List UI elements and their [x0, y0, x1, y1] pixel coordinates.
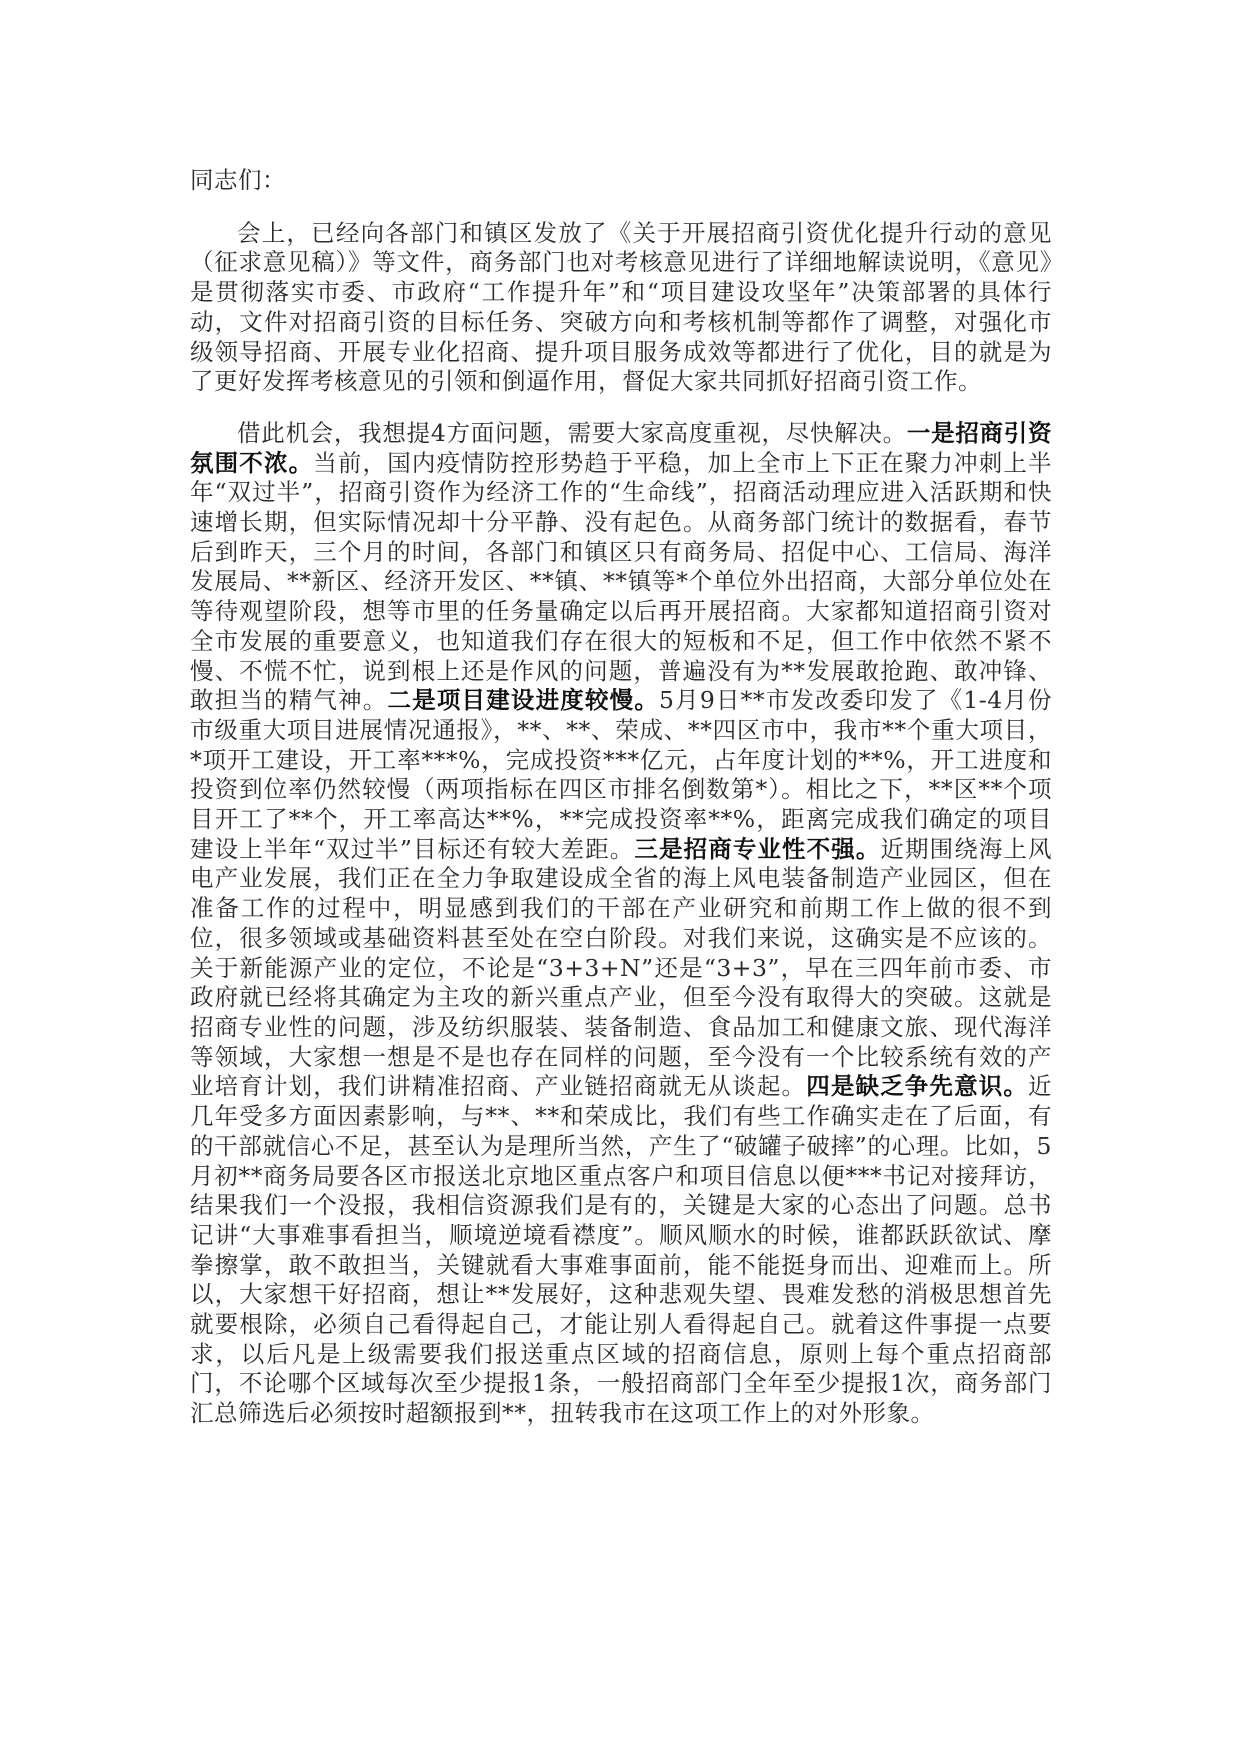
issue-heading-2: 二是项目建设进度较慢。 [387, 686, 660, 715]
paragraph-issues [190, 419, 1052, 1429]
issue-heading-3: 三是招商专业性不强。 [634, 834, 881, 863]
paragraph-intro [190, 219, 1052, 397]
paragraph-text: 近几年受多方面因素影响，与**、**和荣成比，我们有些工作确实走在了后面，有的干部就信心不足，甚至认为是理所当然，产生了“破罐子破摔”的心理。比如，5月初**商务局要各区市报送北京地区重点客户和项目信息以便***书记对接拜访，结果我们一个没报，我相信资源我们是有的，关键是大家的心态出了问题。总书记讲“大事难事看担当，顺境逆境看襟度”。顺风顺水的时候，谁都跃跃欲试、摩拳擦掌，敢不敢担当，关键就看大事难事面前，能不能挺身而出、迎难而上。所以，大家想干好招商，想让**发展好，这种悲观失望、畏难发愁的消极思想首先就要根除，必须自己看得起自己，才能让别人看得起自己。就着这件事提一点要求，以后凡是上级需要我们报送重点区域的招商信息，原则上每个重点招商部门，不论哪个区域每次至少提报1条，一般招商部门全年至少提报1次，商务部门汇总筛选后必须按时超额报到**，扭转我市在这项工作上的对外形象。 [190, 1072, 1053, 1428]
paragraph-text: 近期围绕海上风电产业发展，我们正在全力争取建设成全省的海上风电装备制造产业园区，但在准备工作的过程中，明显感到我们的干部在产业研究和前期工作上做的很不到位，很多领域或基础资料甚至处在空白阶段。对我们来说，这确实是不应该的。关于新能源产业的定位，不论是“3+3+N”还是“3+3”，早在三四年前市委、市政府就已经将其确定为主攻的新兴重点产业，但至今没有取得大的突破。这就是招商专业性的问题，涉及纺织服装、装备制造、食品加工和健康文旅、现代海洋等领域，大家想一想是不是也存在同样的问题，至今没有一个比较系统有效的产业培育计划，我们讲精准招商、产业链招商就无从谈起。 [190, 834, 1053, 1101]
issue-heading-1: 一是招商引资氛围不浓。 [190, 418, 1053, 477]
paragraph-text: 借此机会，我想提4方面问题，需要大家高度重视，尽快解决。 [237, 418, 907, 447]
paragraph-text: 会上，已经向各部门和镇区发放了《关于开展招商引资优化提升行动的意见（征求意见稿）》等文件，商务部门也对考核意见进行了详细地解读说明，《意见》是贯彻落实市委、市政府“工作提升年”和“项目建设攻坚年”决策部署的具体行动，文件对招商引资的目标任务、突破方向和考核机制等都作了调整，对强化市级领导招商、开展专业化招商、提升项目服务成效等都进行了优化，目的就是为了更好发挥考核意见的引领和倒逼作用，督促大家共同抓好招商引资工作。 [190, 218, 1052, 396]
salutation: 同志们： [190, 166, 286, 194]
paragraph-text: 当前，国内疫情防控形势趋于平稳，加上全市上下正在聚力冲刺上半年“双过半”，招商引资作为经济工作的“生命线”，招商活动理应进入活跃期和快速增长期，但实际情况却十分平静、没有起色。从商务部门统计的数据看，春节后到昨天，三个月的时间，各部门和镇区只有商务局、招促中心、工信局、海洋发展局、**新区、经济开发区、**镇、**镇等*个单位外出招商，大部分单位处在等待观望阶段，想等市里的任务量确定以后再开展招商。大家都知道招商引资对全市发展的重要意义，也知道我们存在很大的短板和不足，但工作中依然不紧不慢、不慌不忙，说到根上还是作风的问题，普遍没有为**发展敢抢跑、敢冲锋、敢担当的精气神。 [190, 448, 1053, 715]
document-page [190, 166, 1052, 1451]
paragraph-text: 5月9日**市发改委印发了《1-4月份市级重大项目进展情况通报》，**、**、荣成、**四区市中，我市**个重大项目，*项开工建设，开工率***%，完成投资***亿元，占年度计划的**%，开工进度和投资到位率仍然较慢（两项指标在四区市排名倒数第*）。相比之下，**区**个项目开工了**个，开工率高达**%，**完成投资率**%，距离完成我们确定的项目建设上半年“双过半”目标还有较大差距。 [190, 686, 1053, 863]
issue-heading-4: 四是缺乏争先意识。 [806, 1072, 1029, 1101]
